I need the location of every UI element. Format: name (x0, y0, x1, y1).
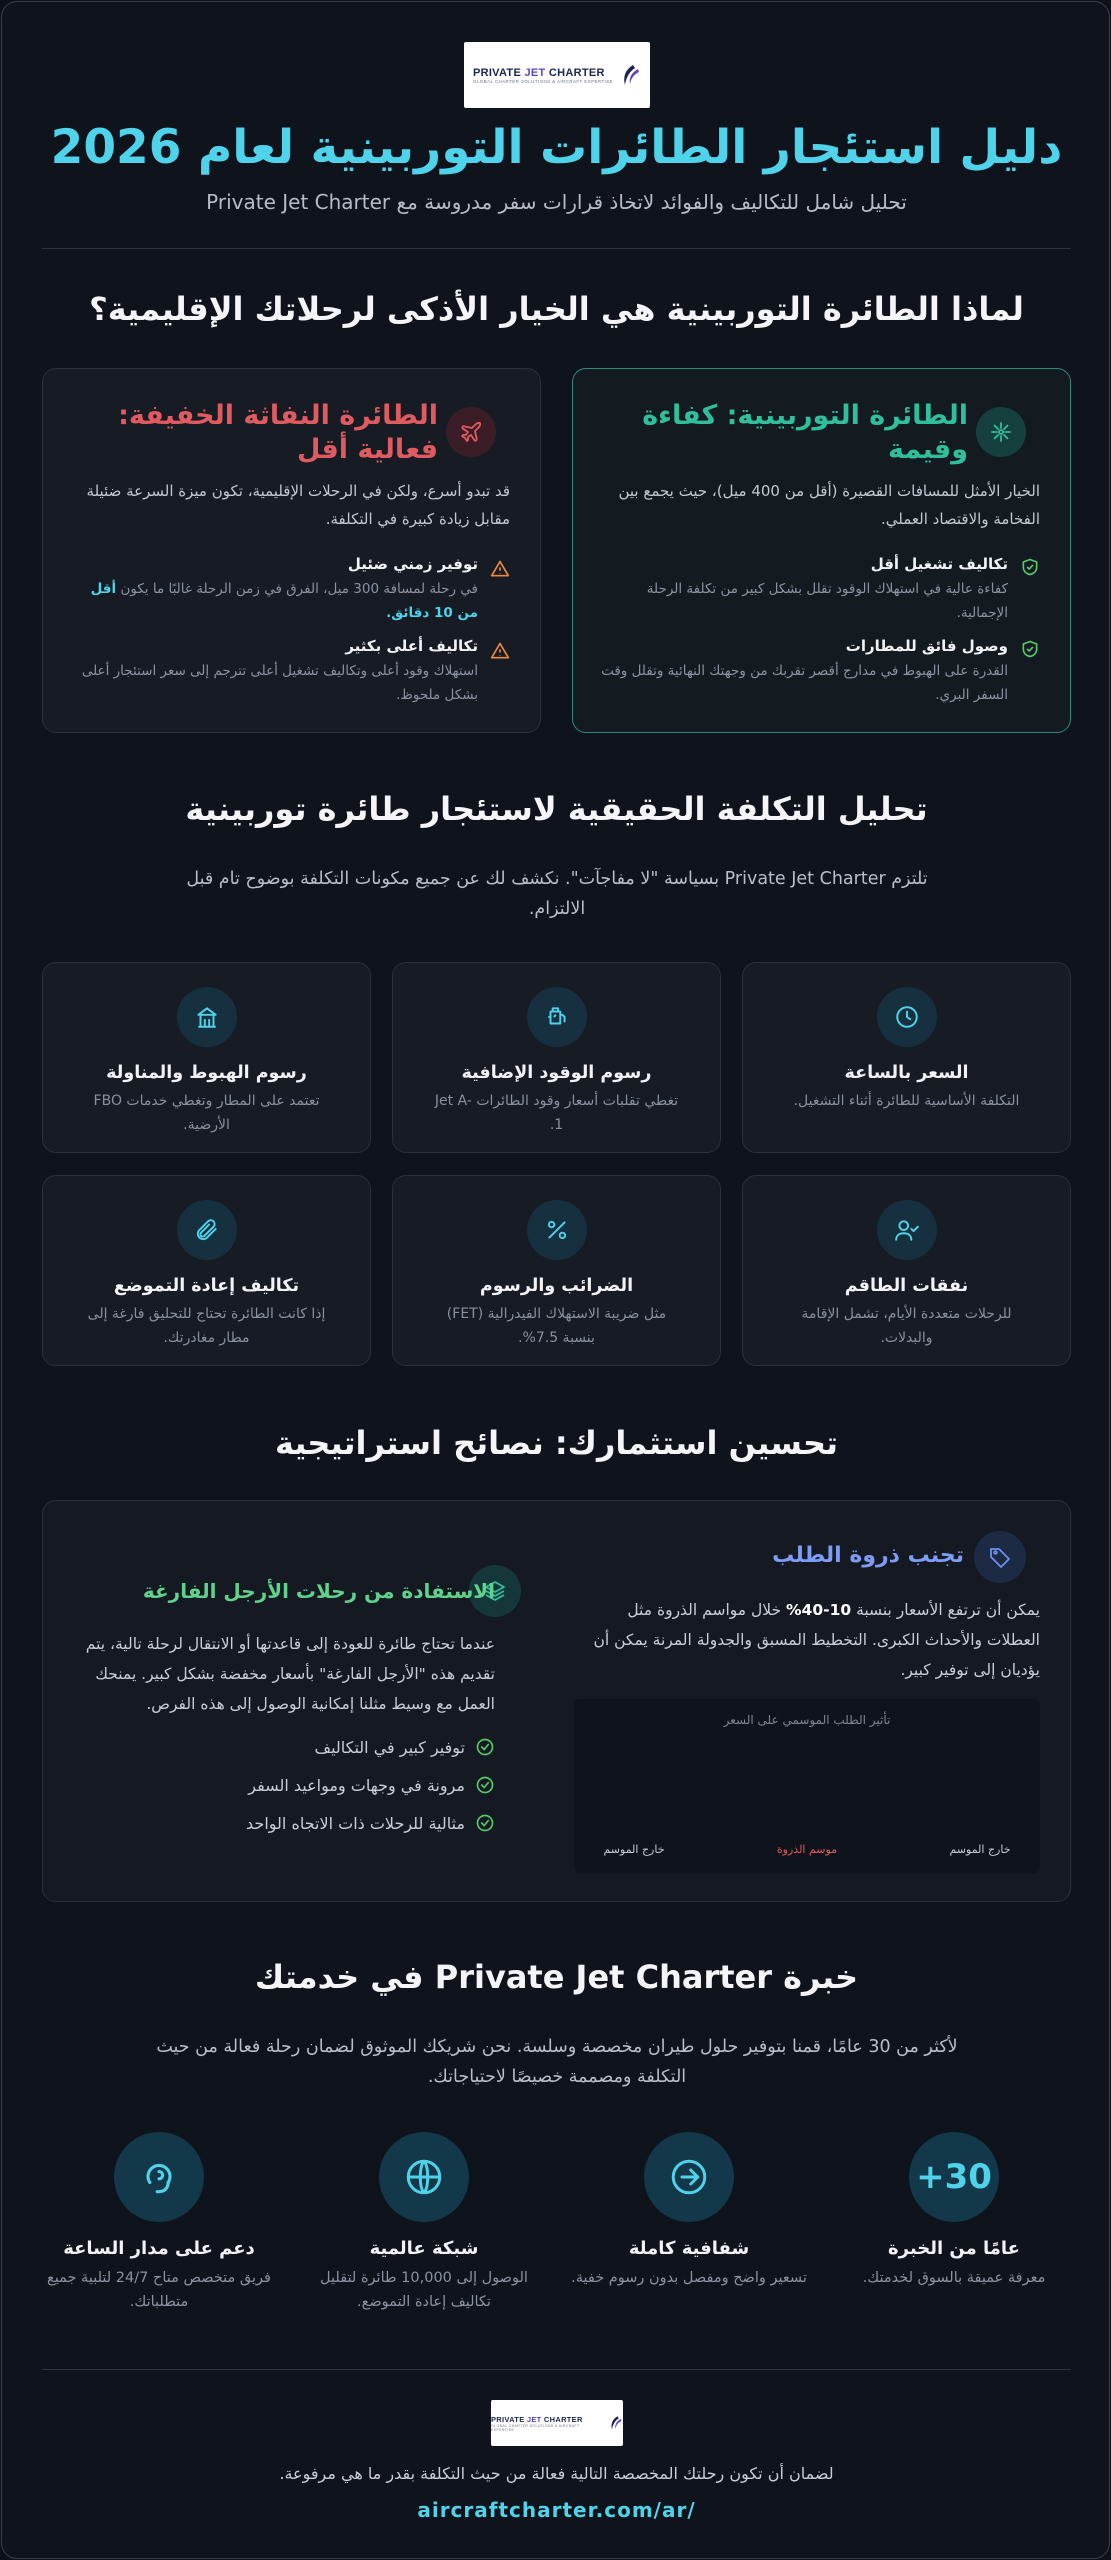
check-circle-icon (475, 1737, 495, 1757)
jet-bullet-1-highlight: أقل من 10 دقائق. (90, 581, 478, 621)
fan-icon (989, 420, 1013, 444)
logo-tagline: GLOBAL CHARTER SOLUTIONS & AIRCRAFT EXPERTISE (472, 78, 614, 84)
light-jet-card (42, 368, 541, 733)
peak-desc-post: خلال مواسم الذروة مثل العطلات والأحداث الكبرى. التخطيط المسبق والجدولة المرنة يمكن أن يؤديان إلى توفير كبير. (593, 1601, 1040, 1679)
tips-panel (42, 1500, 1071, 1902)
logo-name-pre: PRIVATE (472, 66, 525, 79)
cost-title-taxes: الضرائب والرسوم (479, 1276, 634, 1296)
cost-icon-circle (877, 987, 937, 1047)
peak-title: تجنب ذروة الطلب (772, 1543, 964, 1568)
transparency-icon-circle (644, 2132, 734, 2222)
jet-bullet-1-title: توفير زمني ضئيل (347, 555, 478, 573)
page-title: دليل استئجار الطائرات التوربينية لعام 2026 (50, 120, 1063, 175)
jet-bullet-2-desc: استهلاك وقود أعلى وتكاليف تشغيل أعلى تترجم إلى سعر استئجار أعلى بشكل ملحوظ. (81, 663, 478, 703)
footer-logo[interactable] (491, 2400, 623, 2446)
empty-legs-check-1 (315, 1737, 496, 1757)
page-subtitle: تحليل شامل للتكاليف والفوائد لاتخاذ قرارات سفر مدروسة مع Private Jet Charter (206, 190, 907, 214)
cost-desc-taxes: مثل ضريبة الاستهلاك الفيدرالية (FET) بنسبة 7.5%. (446, 1306, 667, 1346)
cost-card-hourly (742, 962, 1071, 1153)
clock-icon (894, 1004, 920, 1030)
network-title: شبكة عالمية (369, 2238, 479, 2259)
tips-heading: تحسين استثمارك: نصائح استراتيجية (274, 1424, 839, 1462)
cost-icon-circle (877, 1200, 937, 1260)
cost-icon-circle (177, 1200, 237, 1260)
cost-icon-circle (527, 987, 587, 1047)
peak-desc (580, 1595, 1040, 1685)
costs-heading: تحليل التكلفة الحقيقية لاستئجار طائرة توربينية (185, 790, 928, 828)
check-label: مثالية للرحلات ذات الاتجاه الواحد (246, 1813, 465, 1833)
transparency-title: شفافية كاملة (628, 2238, 750, 2259)
cost-desc-fuel: تغطي تقلبات أسعار وقود الطائرات Jet A-1. (434, 1093, 679, 1133)
jet-bullet-1-text: في رحلة لمسافة 300 ميل، الفرق في زمن الرحلة غالبًا ما يكون (120, 581, 478, 597)
wings-logo-icon (608, 2414, 623, 2432)
check-label: توفير كبير في التكاليف (314, 1737, 465, 1757)
empty-legs-check-2 (248, 1775, 495, 1795)
jet-icon-circle (446, 407, 496, 457)
jet-bullet-1-desc (68, 577, 478, 625)
peak-desc-bold: 10-40% (786, 1601, 852, 1619)
logo-name-post: CHARTER (541, 2414, 583, 2424)
support-title: دعم على مدار الساعة (63, 2238, 255, 2259)
tag-icon-circle (974, 1531, 1026, 1583)
logo-name-post: CHARTER (545, 66, 605, 79)
turboprop-desc: الخيار الأمثل للمسافات القصيرة (أقل من 400 ميل)، حيث يجمع بين الفخامة والاقتصاد العملي. (618, 482, 1040, 528)
support-icon (137, 2155, 181, 2199)
landmark-icon (194, 1004, 220, 1030)
shield-check-icon (1020, 557, 1040, 577)
cost-title-landing: رسوم الهبوط والمناولة (106, 1063, 307, 1083)
chart-category-label: خارج الموسم (949, 1843, 1011, 1856)
why-heading: لماذا الطائرة التوربينية هي الخيار الأذكى لرحلاتك الإقليمية؟ (89, 290, 1024, 328)
turboprop-card (572, 368, 1071, 733)
peak-desc-pre: يمكن أن ترتفع الأسعار بنسبة (851, 1601, 1040, 1619)
header-divider (42, 248, 1071, 249)
turboprop-title: الطائرة التوربينية: كفاءة وقيمة (642, 400, 968, 465)
footer-divider (42, 2369, 1071, 2370)
turboprop-bullet-2-title: وصول فائق للمطارات (845, 637, 1008, 655)
check-label: مرونة في وجهات ومواعيد السفر (248, 1775, 465, 1795)
logo-name-pre: PRIVATE (491, 2414, 527, 2424)
cost-title-repositioning: تكاليف إعادة التموضع (113, 1276, 300, 1296)
warning-icon (490, 559, 510, 579)
page-frame (1, 1, 1110, 2559)
turboprop-bullet-1-desc: كفاءة عالية في استهلاك الوقود تقلل بشكل كبير من تكلفة الرحلة الإجمالية. (646, 581, 1008, 621)
arrow-circle-icon (668, 2156, 710, 2198)
shield-check-icon (1020, 639, 1040, 659)
cost-card-taxes (392, 1175, 721, 1366)
user-check-icon (894, 1217, 920, 1243)
fuel-pump-icon (544, 1004, 570, 1030)
cost-card-repositioning (42, 1175, 371, 1366)
light-jet-desc: قد تبدو أسرع، ولكن في الرحلات الإقليمية، تكون ميزة السرعة ضئيلة مقابل زيادة كبيرة في التكلفة. (86, 482, 510, 528)
warning-icon (490, 641, 510, 661)
empty-legs-check-3 (246, 1813, 495, 1833)
turboprop-icon-circle (976, 407, 1026, 457)
experience-desc: معرفة عميقة بالسوق لخدمتك. (862, 2270, 1046, 2286)
network-desc: الوصول إلى 10,000 طائرة لتقليل تكاليف إعادة التموضع. (320, 2270, 528, 2310)
seasonal-chart (574, 1699, 1040, 1873)
support-desc: فريق متخصص متاح 24/7 لتلبية جميع متطلباتك. (47, 2270, 271, 2310)
cost-title-hourly: السعر بالساعة (844, 1063, 969, 1083)
cost-icon-circle (177, 987, 237, 1047)
experience-badge (909, 2132, 999, 2222)
wings-logo-icon (619, 62, 641, 88)
cost-desc-landing: تعتمد على المطار وتغطي خدمات FBO الأرضية. (93, 1093, 320, 1133)
tag-icon (988, 1545, 1012, 1569)
percent-icon (544, 1217, 570, 1243)
light-jet-title: الطائرة النفاثة الخفيفة: فعالية أقل (118, 400, 438, 465)
support-icon-circle (114, 2132, 204, 2222)
cost-desc-repositioning: إذا كانت الطائرة تحتاج للتحليق فارغة إلى مطار مغادرتك. (87, 1306, 326, 1346)
cost-title-fuel: رسوم الوقود الإضافية (461, 1063, 652, 1083)
transparency-desc: تسعير واضح ومفصل بدون رسوم خفية. (571, 2270, 807, 2286)
logo-name-jet: JET (526, 2414, 542, 2424)
check-circle-icon (475, 1775, 495, 1795)
logo-tagline: GLOBAL CHARTER SOLUTIONS & AIRCRAFT EXPERTISE (491, 2423, 580, 2432)
footer-tagline: لضمان أن تكون رحلتك المخصصة التالية فعالة من حيث التكلفة بقدر ما هي مرفوعة. (279, 2464, 834, 2483)
plane-icon (459, 420, 483, 444)
chart-category-label: موسم الذروة (776, 1843, 838, 1856)
chart-title: تأثير الطلب الموسمي على السعر (723, 1713, 891, 1727)
logo-name-jet: JET (524, 66, 546, 79)
network-icon-circle (379, 2132, 469, 2222)
paperclip-icon (194, 1217, 220, 1243)
experience-title: عامًا من الخبرة (888, 2238, 1020, 2259)
turboprop-bullet-1-title: تكاليف تشغيل أقل (870, 555, 1008, 573)
cost-card-landing (42, 962, 371, 1153)
cost-card-crew (742, 1175, 1071, 1366)
expertise-heading: خبرة Private Jet Charter في خدمتك (254, 1958, 859, 1996)
jet-bullet-2-title: تكاليف أعلى بكثير (345, 637, 478, 655)
turboprop-bullet-2-desc: القدرة على الهبوط في مدارج أقصر تقربك من وجهتك النهائية وتقلل وقت السفر البري. (601, 663, 1008, 703)
cost-desc-crew: للرحلات متعددة الأيام، تشمل الإقامة والبدلات. (801, 1306, 1012, 1346)
costs-intro: تلتزم Private Jet Charter بسياسة "لا مفاجآت". نكشف لك عن جميع مكونات التكلفة بوضوح تام قبل الالتزام. (186, 869, 928, 919)
cost-icon-circle (527, 1200, 587, 1260)
empty-legs-desc: عندما تحتاج طائرة للعودة إلى قاعدتها أو الانتقال لرحلة تالية، يتم تقديم هذه "الأرجل الفارغة" بأسعار مخفضة بشكل كبير. يمنحك العمل مع وسيط مثلنا إمكانية الوصول إلى هذه الفرص. (85, 1635, 495, 1713)
cost-title-crew: نفقات الطاقم (844, 1276, 969, 1296)
empty-legs-title: الاستفادة من رحلات الأرجل الفارغة (142, 1579, 495, 1603)
chart-category-label: خارج الموسم (603, 1843, 665, 1856)
expertise-intro: لأكثر من 30 عامًا، قمنا بتوفير حلول طيران مخصصة وسلسة. نحن شريكك الموثوق لضمان رحلة فعالة من حيث التكلفة ومصممة خصيصًا لاحتياجاتك. (156, 2037, 958, 2087)
check-circle-icon (475, 1813, 495, 1833)
cost-desc-hourly: التكلفة الأساسية للطائرة أثناء التشغيل. (793, 1093, 1020, 1109)
brand-logo[interactable] (464, 42, 650, 108)
experience-badge-value: 30+ (916, 2157, 992, 2197)
footer-url-link[interactable]: /aircraftcharter.com/ar (417, 2498, 696, 2522)
globe-icon (403, 2156, 445, 2198)
cost-card-fuel (392, 962, 721, 1153)
